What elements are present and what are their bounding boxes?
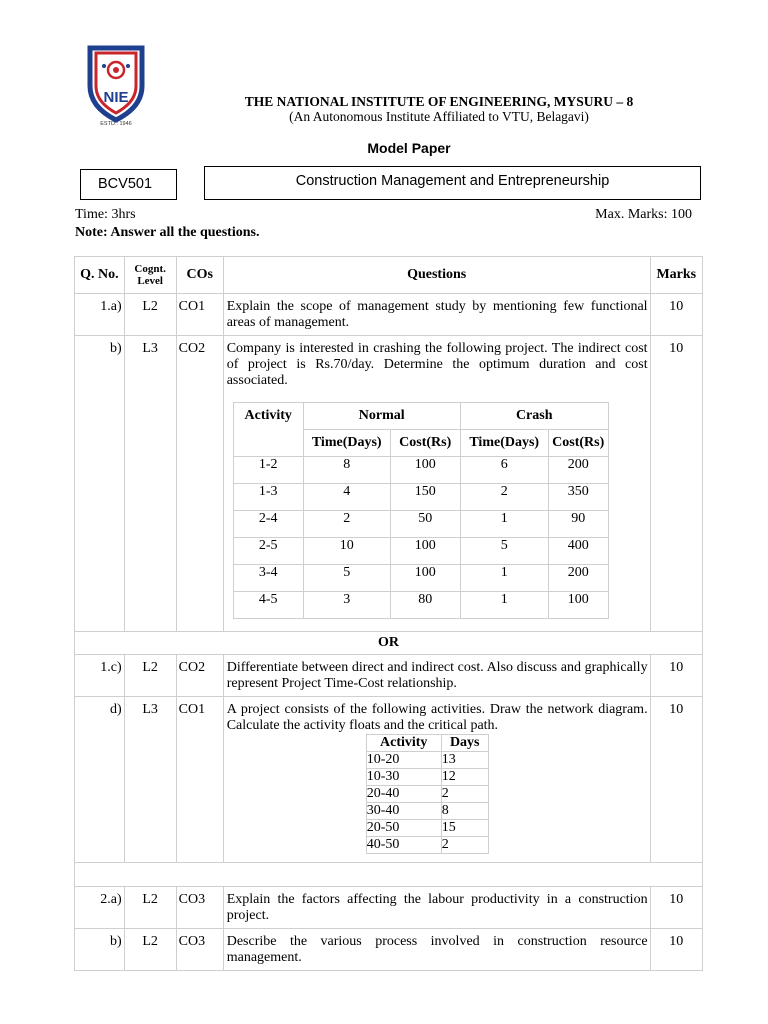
question-marks: 10 — [650, 697, 702, 863]
question-marks: 10 — [650, 655, 702, 697]
course-outcome: CO2 — [176, 655, 223, 697]
crash-activity: 2-4 — [233, 511, 303, 538]
course-outcome: CO1 — [176, 697, 223, 863]
network-activity: 10-20 — [366, 752, 441, 769]
crash-time: 5 — [460, 538, 548, 565]
header-cos: COs — [176, 257, 223, 294]
table-row — [75, 294, 703, 336]
course-name: Construction Management and Entrepreneurship — [204, 166, 701, 200]
cognitive-level: L3 — [124, 697, 176, 863]
paper-title: Model Paper — [367, 140, 451, 156]
crash-header-time: Time(Days) — [460, 430, 548, 457]
question-cell — [223, 697, 650, 863]
question-number: b) — [75, 336, 125, 632]
network-days: 2 — [441, 786, 488, 803]
crash-cost: 400 — [548, 538, 608, 565]
crash-time: 6 — [460, 457, 548, 484]
header-questions: Questions — [223, 257, 650, 294]
spacer-row — [75, 863, 703, 887]
crash-time: 1 — [460, 592, 548, 619]
crash-row — [233, 592, 608, 619]
normal-cost: 100 — [390, 538, 460, 565]
crash-activity: 1-2 — [233, 457, 303, 484]
normal-cost: 100 — [390, 457, 460, 484]
question-text: Describe the various process involved in construction resource management. — [223, 929, 650, 971]
normal-time: 3 — [303, 592, 390, 619]
crash-cost: 200 — [548, 565, 608, 592]
crash-activity: 2-5 — [233, 538, 303, 565]
crash-row — [233, 457, 608, 484]
normal-time: 2 — [303, 511, 390, 538]
crash-cost: 90 — [548, 511, 608, 538]
normal-time: 5 — [303, 565, 390, 592]
network-row — [366, 786, 488, 803]
network-activity: 20-50 — [366, 820, 441, 837]
question-marks: 10 — [650, 294, 702, 336]
header-marks: Marks — [650, 257, 702, 294]
crash-header-time: Time(Days) — [303, 430, 390, 457]
institute-affiliation: (An Autonomous Institute Affiliated to VTU, Belagavi) — [289, 109, 589, 124]
table-header-row — [75, 257, 703, 294]
crash-row — [233, 511, 608, 538]
network-row — [366, 837, 488, 854]
cognitive-level: L2 — [124, 655, 176, 697]
network-header-activity: Activity — [366, 735, 441, 752]
network-activity: 40-50 — [366, 837, 441, 854]
table-row — [75, 887, 703, 929]
network-activity: 30-40 — [366, 803, 441, 820]
header-qno: Q. No. — [75, 257, 125, 294]
crash-header-cost: Cost(Rs) — [548, 430, 608, 457]
cognitive-level: L3 — [124, 336, 176, 632]
network-row — [366, 769, 488, 786]
crash-row — [233, 538, 608, 565]
crash-cost: 100 — [548, 592, 608, 619]
header-cognt: Cognt. — [134, 263, 166, 275]
normal-time: 4 — [303, 484, 390, 511]
network-header-days: Days — [441, 735, 488, 752]
network-activity: 20-40 — [366, 786, 441, 803]
normal-cost: 80 — [390, 592, 460, 619]
crash-cost: 200 — [548, 457, 608, 484]
crash-activity: 1-3 — [233, 484, 303, 511]
or-row — [75, 632, 703, 655]
question-text: Company is interested in crashing the following project. The indirect cost of project is Rs.70/day. Determine the optimum duration and cost associated. — [226, 341, 648, 388]
crash-row — [233, 565, 608, 592]
question-number: 1.a) — [75, 294, 125, 336]
exam-note: Note: Answer all the questions. — [75, 225, 260, 240]
question-marks: 10 — [650, 336, 702, 632]
course-outcome: CO3 — [176, 887, 223, 929]
network-row — [366, 752, 488, 769]
course-outcome: CO3 — [176, 929, 223, 971]
network-days: 8 — [441, 803, 488, 820]
network-table — [366, 734, 489, 854]
normal-time: 8 — [303, 457, 390, 484]
question-text: Explain the scope of management study by mentioning few functional areas of management. — [223, 294, 650, 336]
table-row — [75, 336, 703, 632]
logo-text: NIE — [103, 89, 129, 106]
question-number: 1.c) — [75, 655, 125, 697]
network-activity: 10-30 — [366, 769, 441, 786]
normal-cost: 150 — [390, 484, 460, 511]
crash-time: 1 — [460, 511, 548, 538]
course-outcome: CO1 — [176, 294, 223, 336]
course-code: BCV501 — [80, 169, 177, 200]
cognitive-level: L2 — [124, 929, 176, 971]
network-days: 13 — [441, 752, 488, 769]
question-marks: 10 — [650, 929, 702, 971]
table-row — [75, 929, 703, 971]
or-separator: OR — [75, 632, 703, 655]
network-days: 12 — [441, 769, 488, 786]
crash-header-cost: Cost(Rs) — [390, 430, 460, 457]
network-days: 15 — [441, 820, 488, 837]
crash-cost: 350 — [548, 484, 608, 511]
question-table — [74, 256, 703, 971]
max-marks: Max. Marks: 100 — [595, 207, 692, 222]
crash-activity: 4-5 — [233, 592, 303, 619]
crash-activity: 3-4 — [233, 565, 303, 592]
crash-header-crash: Crash — [460, 403, 608, 430]
cognitive-level: L2 — [124, 887, 176, 929]
exam-time: Time: 3hrs — [75, 207, 136, 222]
question-text: A project consists of the following activities. Draw the network diagram. Calculate the activity floats and the critical path. — [226, 702, 648, 733]
crash-header-normal: Normal — [303, 403, 460, 430]
normal-cost: 100 — [390, 565, 460, 592]
question-text: Explain the factors affecting the labour productivity in a construction project. — [223, 887, 650, 929]
crash-row — [233, 484, 608, 511]
crash-time: 1 — [460, 565, 548, 592]
network-row — [366, 820, 488, 837]
crash-header-activity: Activity — [233, 403, 303, 457]
crash-table — [233, 402, 609, 619]
table-row — [75, 655, 703, 697]
question-number: b) — [75, 929, 125, 971]
question-number: d) — [75, 697, 125, 863]
question-marks: 10 — [650, 887, 702, 929]
cognitive-level: L2 — [124, 294, 176, 336]
question-cell — [223, 336, 650, 632]
table-row — [75, 697, 703, 863]
question-number: 2.a) — [75, 887, 125, 929]
network-days: 2 — [441, 837, 488, 854]
header-level: Level — [137, 275, 163, 287]
question-text: Differentiate between direct and indirect cost. Also discuss and graphically represent Project Time-Cost relationship. — [223, 655, 650, 697]
normal-cost: 50 — [390, 511, 460, 538]
logo-estd: ESTD : 1946 — [100, 121, 132, 127]
course-outcome: CO2 — [176, 336, 223, 632]
network-row — [366, 803, 488, 820]
normal-time: 10 — [303, 538, 390, 565]
empty-cell — [75, 863, 703, 887]
header-cognitive-level — [124, 257, 176, 294]
institute-name: THE NATIONAL INSTITUTE OF ENGINEERING, MYSURU – 8 — [244, 94, 634, 109]
crash-time: 2 — [460, 484, 548, 511]
